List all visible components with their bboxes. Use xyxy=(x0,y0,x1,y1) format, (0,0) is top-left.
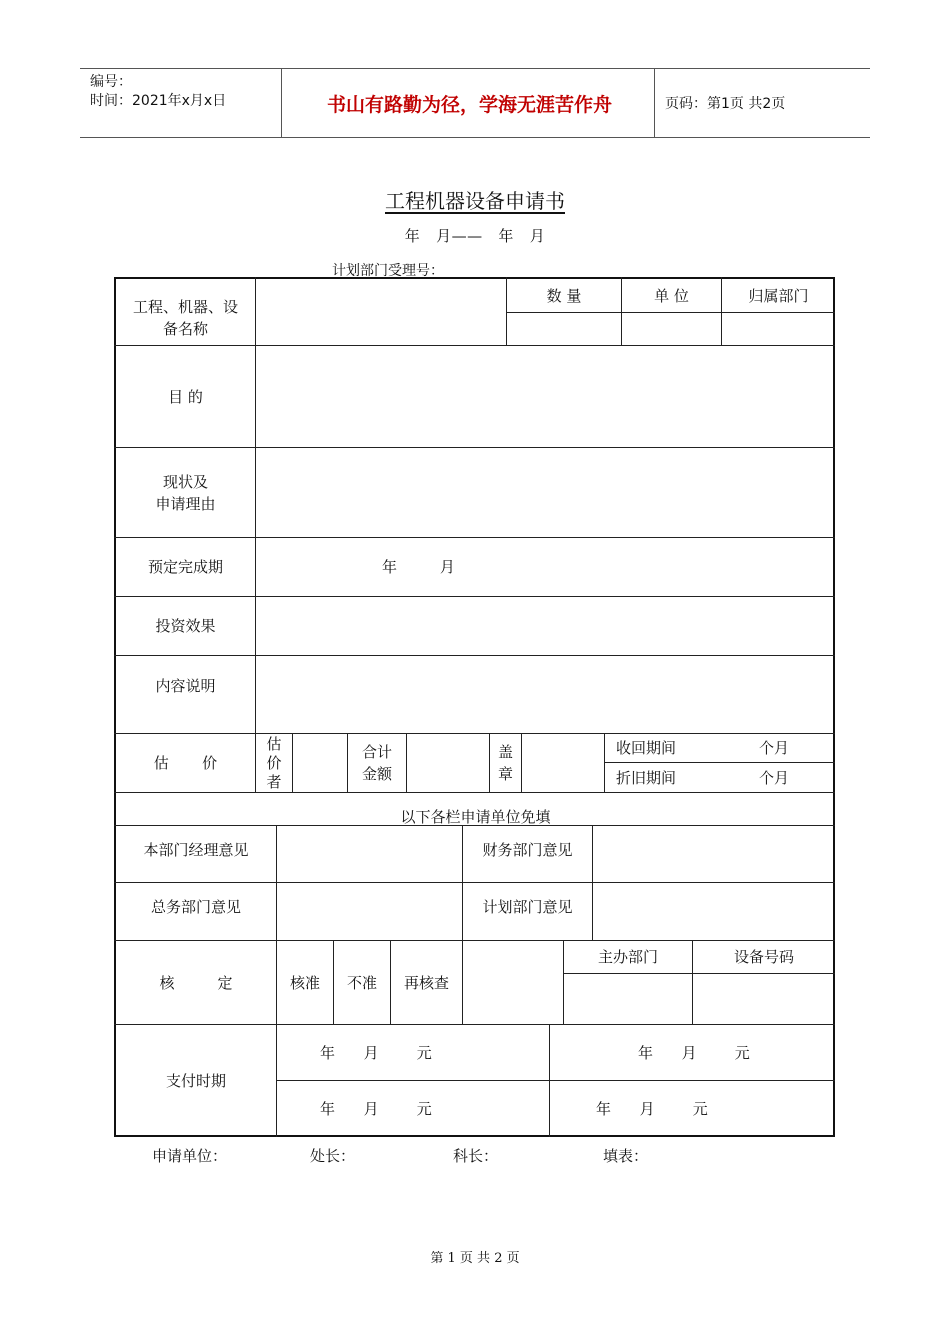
serial-label: 编号： xyxy=(90,74,132,90)
depreciation-period-unit: 个月 xyxy=(759,768,790,787)
form-period: 年 月—— 年 月 xyxy=(404,227,546,245)
applicant-unit-label: 申请单位： xyxy=(152,1147,228,1165)
payment-cell-3[interactable]: 年 月 元 xyxy=(320,1099,432,1118)
reject-option[interactable]: 不准 xyxy=(346,973,377,992)
page-footer: 第 1 页 共 2 页 xyxy=(430,1251,520,1266)
payment-cell-1[interactable]: 年 月 元 xyxy=(320,1043,432,1062)
form-title: 工程机器设备申请书 xyxy=(385,189,565,213)
purpose-field[interactable] xyxy=(256,346,835,447)
payback-period-unit: 个月 xyxy=(759,739,790,757)
investment-benefit-field[interactable] xyxy=(256,597,835,655)
grid-line xyxy=(549,1024,550,1137)
estimator-label: 估 价 者 xyxy=(266,734,282,791)
finance-opinion-label: 财务部门意见 xyxy=(482,841,573,859)
department-field[interactable] xyxy=(722,313,835,345)
reason-label: 现状及 申请理由 xyxy=(155,472,216,513)
manager-opinion-label: 本部门经理意见 xyxy=(143,841,249,859)
manager-opinion-field[interactable] xyxy=(277,826,462,882)
general-affairs-opinion-field[interactable] xyxy=(277,883,462,940)
filler-label: 填表： xyxy=(603,1147,649,1165)
payment-cell-4[interactable]: 年 月 元 xyxy=(596,1099,708,1118)
receipt-number-label: 计划部门受理号： xyxy=(332,263,444,279)
investment-benefit-label: 投资效果 xyxy=(155,617,216,635)
payment-cell-2[interactable]: 年 月 元 xyxy=(638,1043,750,1062)
depreciation-period-label: 折旧期间 xyxy=(616,768,677,787)
quantity-field[interactable] xyxy=(507,313,621,345)
seal-label: 盖 章 xyxy=(497,743,513,783)
document-header xyxy=(80,68,870,138)
date-label: 时间：2021年x月x日 xyxy=(90,93,227,109)
payment-period-label: 支付时期 xyxy=(165,1071,226,1090)
equipment-name-label: 工程、机器、设 备名称 xyxy=(132,298,238,338)
payback-period-label: 收回期间 xyxy=(616,739,677,757)
grid-line xyxy=(604,733,605,792)
seal-field[interactable] xyxy=(522,734,604,792)
approval-label: 核 定 xyxy=(159,973,233,992)
recheck-option[interactable]: 再核查 xyxy=(403,973,449,992)
quantity-label: 数 量 xyxy=(546,286,582,305)
total-amount-field[interactable] xyxy=(407,734,489,792)
general-affairs-opinion-label: 总务部门意见 xyxy=(150,898,241,916)
purpose-label: 目 的 xyxy=(168,387,203,406)
completion-label: 预定完成期 xyxy=(147,558,223,576)
header-motto: 书山有路勤为径，学海无涯苦作舟 xyxy=(326,93,612,116)
planning-opinion-label: 计划部门意见 xyxy=(482,898,573,916)
description-field[interactable] xyxy=(256,656,835,733)
description-label: 内容说明 xyxy=(155,677,216,695)
estimate-label: 估 价 xyxy=(153,754,218,772)
equipment-name-field[interactable] xyxy=(256,279,506,345)
completion-field[interactable]: 年 月 xyxy=(382,558,455,576)
equipment-number-label: 设备号码 xyxy=(733,948,794,966)
header-page-info: 页码：第1页 共2页 xyxy=(665,96,786,112)
section-chief-label: 科长： xyxy=(453,1147,499,1165)
planning-opinion-field[interactable] xyxy=(593,883,835,940)
approval-field[interactable] xyxy=(463,941,563,1024)
exempt-note: 以下各栏申请单位免填 xyxy=(400,807,551,826)
unit-label: 单 位 xyxy=(654,286,689,305)
finance-opinion-field[interactable] xyxy=(593,826,835,882)
header-divider xyxy=(281,69,282,137)
host-department-label: 主办部门 xyxy=(597,948,658,966)
total-amount-label: 合计 金额 xyxy=(361,743,392,783)
equipment-number-field[interactable] xyxy=(693,974,835,1024)
reason-field[interactable] xyxy=(256,448,835,537)
estimator-field[interactable] xyxy=(293,734,347,792)
header-meta xyxy=(90,73,226,111)
grid-line xyxy=(114,792,835,793)
department-label: 归属部门 xyxy=(748,286,809,305)
approve-option[interactable]: 核准 xyxy=(289,973,320,992)
unit-field[interactable] xyxy=(622,313,721,345)
director-label: 处长： xyxy=(310,1147,356,1165)
host-department-field[interactable] xyxy=(564,974,692,1024)
